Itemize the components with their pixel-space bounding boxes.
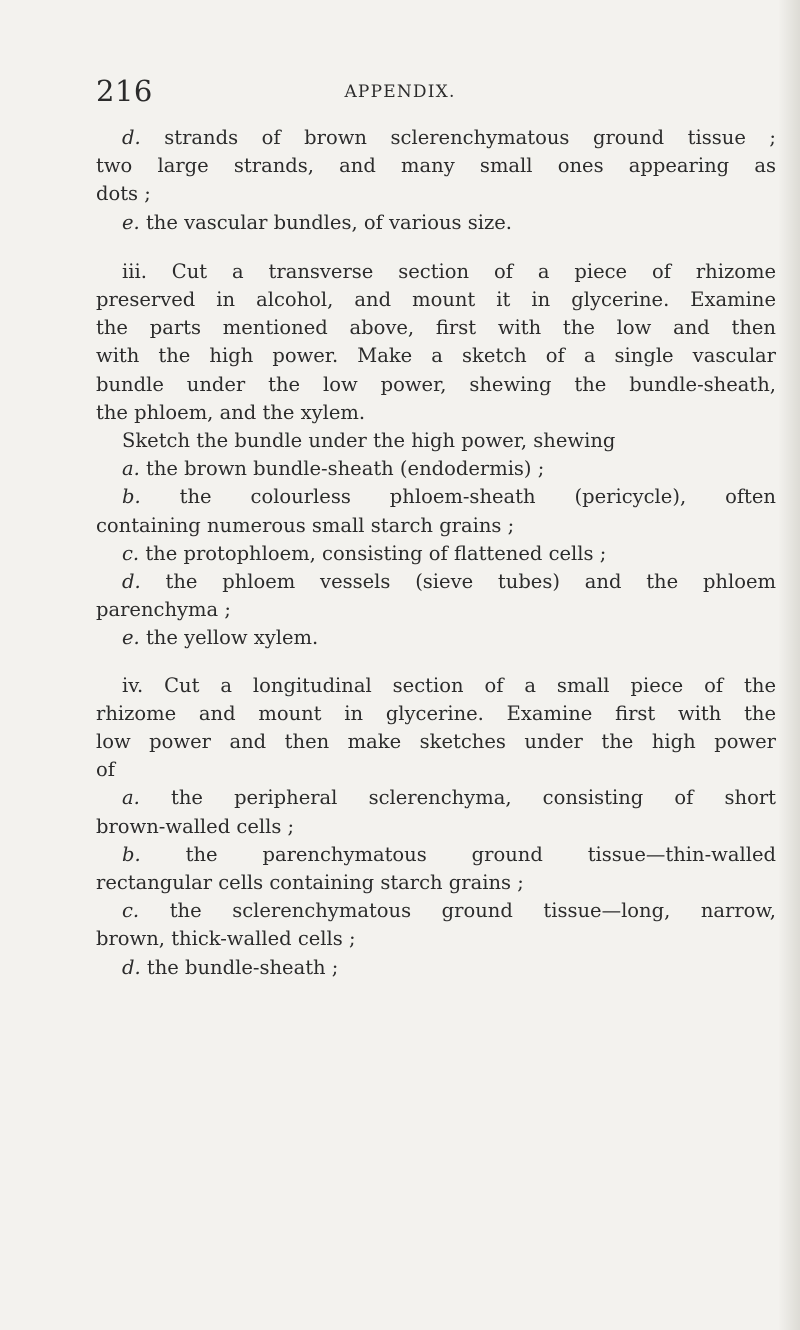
text-line: two large strands, and many small ones appearing as [96,154,776,178]
page-edge-shadow [778,0,800,1330]
text-line: the phloem, and the xylem. [96,400,366,424]
text-line: e. the vascular bundles, of various size. [122,210,512,234]
page-number: 216 [96,74,153,108]
text-line: parenchyma ; [96,598,231,622]
text-line: b. the parenchymatous ground tissue—thin-walled [122,842,776,866]
text-line: d. the bundle-sheath ; [122,955,339,979]
text-line: preserved in alcohol, and mount it in glycerine. Examine [96,288,776,312]
text-line: e. the yellow xylem. [122,626,319,650]
running-head: APPENDIX. [344,82,456,102]
text-line: Sketch the bundle under the high power, shewing [122,429,616,453]
text-line: a. the brown bundle-sheath (endodermis) ; [122,457,545,481]
text-line: c. the sclerenchymatous ground tissue—long, narrow, [122,899,776,923]
text-line: a. the peripheral sclerenchyma, consisting of short [122,786,776,810]
text-line: with the high power. Make a sketch of a single vascular [96,344,776,368]
paragraph-gap [96,653,776,672]
text-line: brown-walled cells ; [96,814,295,838]
text-line: iv. Cut a longitudinal section of a small piece of the [122,673,776,697]
paragraph-gap [96,237,776,258]
text-line: dots ; [96,182,151,206]
text-line: c. the protophloem, consisting of flattened cells ; [122,541,607,565]
text-line: d. the phloem vessels (sieve tubes) and the phloem [122,570,776,594]
body-text [96,124,776,982]
text-line: containing numerous small starch grains ; [96,513,515,537]
text-line: b. the colourless phloem-sheath (pericycle), often [122,485,776,509]
text-line: low power and then make sketches under the high power [96,730,776,754]
text-line: brown, thick-walled cells ; [96,927,356,951]
text-line: bundle under the low power, shewing the bundle-sheath, [96,372,776,396]
text-line: rectangular cells containing starch grains ; [96,871,524,895]
text-line: d. strands of brown sclerenchymatous ground tissue ; [122,126,776,149]
text-line: iii. Cut a transverse section of a piece of rhizome [122,259,776,283]
text-line: of [96,758,115,782]
page-header [0,74,800,108]
text-line: rhizome and mount in glycerine. Examine first with the [96,701,776,725]
text-line: the parts mentioned above, first with the low and then [96,316,776,340]
